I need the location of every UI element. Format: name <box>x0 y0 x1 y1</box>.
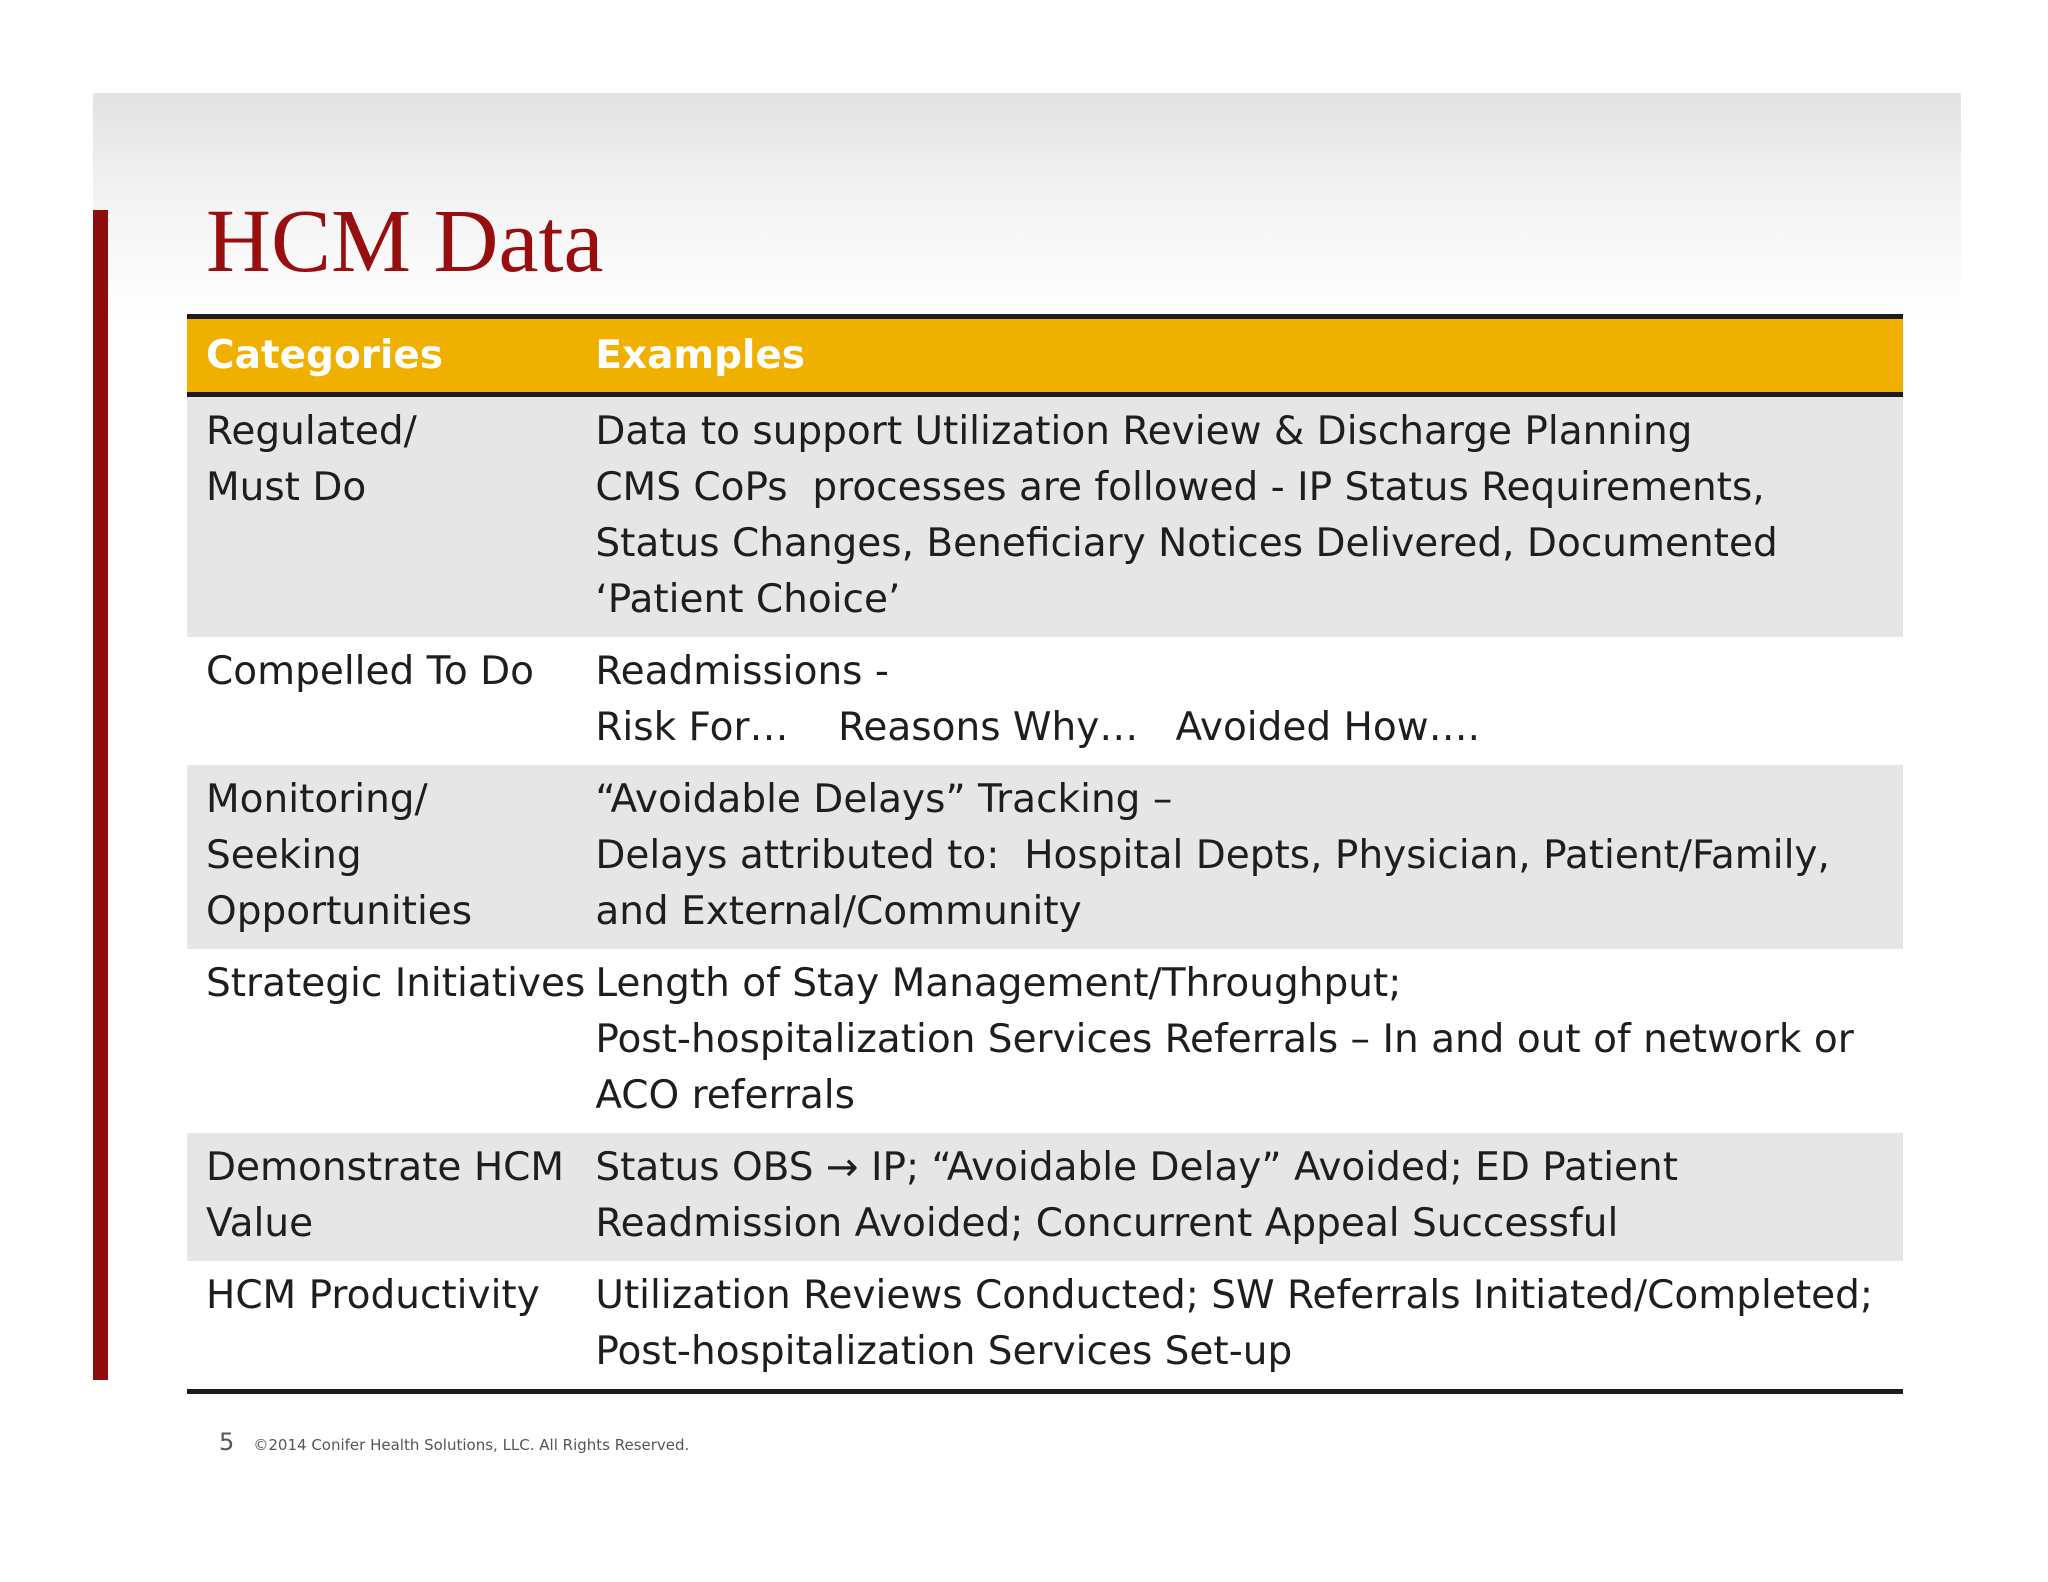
examples-cell <box>595 1261 1903 1392</box>
category-cell <box>187 1133 595 1261</box>
category-cell <box>187 637 595 765</box>
example-line: Data to support Utilization Review & Discharge Planning <box>595 409 1693 454</box>
table-row <box>187 765 1903 949</box>
table-row <box>187 637 1903 765</box>
example-line: Delays attributed to: Hospital Depts, Physician, Patient/Family, <box>595 833 1830 878</box>
examples-cell <box>595 395 1903 638</box>
category-line: Regulated/ <box>206 409 417 454</box>
category-line: Seeking <box>206 833 362 878</box>
example-line: Length of Stay Management/Throughput; <box>595 961 1402 1006</box>
table-row <box>187 395 1903 638</box>
category-line: Strategic Initiatives <box>206 961 586 1006</box>
category-cell <box>187 765 595 949</box>
category-line: Monitoring/ <box>206 777 428 822</box>
table-row <box>187 949 1903 1133</box>
category-line: Value <box>206 1201 314 1246</box>
table-row <box>187 1133 1903 1261</box>
example-line: Risk For… Reasons Why… Avoided How…. <box>595 705 1481 750</box>
category-cell <box>187 1261 595 1392</box>
copyright-notice: ©2014 Conifer Health Solutions, LLC. All Rights Reserved. <box>253 1436 690 1454</box>
table-header-row <box>187 317 1903 395</box>
example-line: Post-hospitalization Services Set-up <box>595 1329 1293 1374</box>
example-line: Readmissions - <box>595 649 889 694</box>
category-line: Opportunities <box>206 889 473 934</box>
examples-cell <box>595 1133 1903 1261</box>
examples-cell <box>595 949 1903 1133</box>
accent-bar <box>93 210 108 1380</box>
page-number: 5 <box>219 1428 235 1456</box>
hcm-data-table <box>187 314 1903 1394</box>
header-examples: Examples <box>595 317 1903 395</box>
example-line: Utilization Reviews Conducted; SW Referrals Initiated/Completed; <box>595 1273 1874 1318</box>
category-line: HCM Productivity <box>206 1273 540 1318</box>
examples-cell <box>595 765 1903 949</box>
example-line: ACO referrals <box>595 1073 855 1118</box>
category-cell <box>187 949 595 1133</box>
table-row <box>187 1261 1903 1392</box>
example-line: ‘Patient Choice’ <box>595 577 901 622</box>
example-line: “Avoidable Delays” Tracking – <box>595 777 1173 822</box>
header-categories: Categories <box>187 317 595 395</box>
example-line: Status OBS → IP; “Avoidable Delay” Avoided; ED Patient <box>595 1145 1679 1190</box>
example-line: Post-hospitalization Services Referrals – In and out of network or <box>595 1017 1854 1062</box>
category-line: Demonstrate HCM <box>206 1145 565 1190</box>
example-line: CMS CoPs processes are followed - IP Status Requirements, <box>595 465 1765 510</box>
category-cell <box>187 395 595 638</box>
examples-cell <box>595 637 1903 765</box>
example-line: and External/Community <box>595 889 1082 934</box>
slide-footer <box>219 1428 689 1456</box>
category-line: Must Do <box>206 465 367 510</box>
example-line: Status Changes, Beneficiary Notices Delivered, Documented <box>595 521 1778 566</box>
example-line: Readmission Avoided; Concurrent Appeal Successful <box>595 1201 1619 1246</box>
category-line: Compelled To Do <box>206 649 534 694</box>
slide-title: HCM Data <box>206 192 604 291</box>
